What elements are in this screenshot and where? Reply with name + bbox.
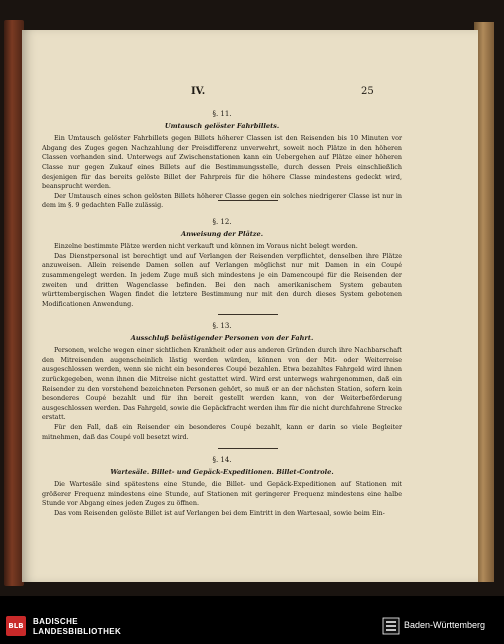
paragraph: Die Wartesäle sind spätestens eine Stunde, die Billet- und Gepäck-Expeditionen auf Stationen mit größerer Frequenz mindestens eine Stunde, auf Stationen mit geringerer Frequenz mindestens eine halbe Stunde vor Abgang eines jeden Zuges zu öffnen.: [42, 480, 402, 508]
library-name: [33, 617, 121, 637]
section-heading: Anweisung der Plätze.: [180, 229, 264, 238]
section-12: [42, 218, 402, 309]
paragraph: Das vom Reisenden gelöste Billet ist auf Verlangen bei dem Eintritt in den Wartesaal, sowie beim Ein-: [54, 508, 385, 517]
lions-coat-of-arms-icon[interactable]: [382, 617, 400, 635]
state-name: Baden-Württemberg: [404, 620, 486, 630]
section-14: [42, 456, 402, 519]
page-number: 25: [361, 86, 374, 97]
blb-logo-icon[interactable]: BLB: [6, 616, 26, 636]
section-13: [42, 322, 402, 442]
paragraph: Personen, welche wegen einer sichtlichen Krankheit oder aus anderen Gründen durch ihre Nachbarschaft den Mitreisenden augenscheinlich lästig werden würden, können von der Mit- oder Weiterreise ausgeschlossen werden, wenn sie nicht ein besonderes Coupé bezahlen. Etwa bezahltes Fahrgeld wird ihnen zurückgegeben, wenn ihnen die Mitreise nicht gestattet wird. Wird erst unterwegs wahrgenommen, daß ein Reisender zu den vorstehend bezeichneten Personen gehört, so muß er an der nächsten Station, sofern kein besonderes Coupé bezahlt und für ihn bereit gestellt werden kann, von der Weiterbeförderung ausgeschlossen werden. Das Fahrgeld, sowie die Gepäckfracht werden ihm für die nicht durchfahrene Strecke erstatt.: [42, 346, 402, 422]
section-divider: [218, 200, 278, 201]
section-number: §. 14.: [212, 456, 232, 464]
paragraph: Der Umtausch eines schon gelösten Billets höherer Classe gegen ein solches niedrigerer Classe ist nur in dem im §. 9 gedachten Falle zulässig.: [42, 191, 402, 210]
section-number: §. 12.: [212, 218, 232, 226]
book-cover-edge-left: [4, 20, 24, 586]
section-11: [42, 110, 402, 211]
section-number: §. 13.: [212, 322, 232, 330]
running-head: [0, 86, 478, 102]
paragraph: Ein Umtausch gelöster Fahrbillets gegen Billets höherer Classen ist den Reisenden bis 10 Minuten vor Abgang des Zuges gegen Nachzahlung der Preisdifferenz unverwehrt, soweit noch Plätze in den höheren Classen vorhanden sind. Unterwegs auf Zwischenstationen kann ein Uebergehen auf Plätze einer höheren Classe nur gegen Zukauf eines Billets auf die Bestimmungsstelle, durch dessen Preis einschließlich desjenigen für das bereits gelöste Billet der Fahrpreis für die höhere Classe mindestens gedeckt wird, beansprucht werden.: [42, 134, 402, 191]
library-name-line2: LANDESBIBLIOTHEK: [33, 627, 122, 636]
section-divider: [218, 448, 278, 449]
book-page: [22, 30, 478, 582]
section-number: §. 11.: [212, 110, 232, 118]
paragraph: Das Dienstpersonal ist berechtigt und auf Verlangen der Reisenden verpflichtet, denselben ihre Plätze anzuweisen. Allein reisende Damen sollen auf Verlangen möglichst nur mit Damen in ein Coupé zusammengelegt werden. In jedem Zuge muß sich mindestens je ein Damencoupé für die Reisenden der zweiten und dritten Wagenclasse befinden. Bei den nach amerikanischem System gebauten württembergischen Wagen findet die letztere Bestimmung nur mit den durch dieses System gebotenen Modificationen Anwendung.: [42, 251, 402, 308]
section-heading: Ausschluß belästigender Personen von der Fahrt.: [130, 333, 314, 342]
library-name-line1: BADISCHE: [33, 617, 78, 626]
chapter-number: IV.: [191, 86, 206, 97]
section-heading: Umtausch gelöster Fahrbillets.: [164, 121, 280, 130]
paragraph: Für den Fall, daß ein Reisender ein besonderes Coupé bezahlt, kann er darin so viele Begleiter mitnehmen, daß das Coupé voll besetzt wird.: [42, 422, 402, 441]
paragraph: Einzelne bestimmte Plätze werden nicht verkauft und können im Voraus nicht belegt werden.: [54, 242, 358, 251]
section-heading: Wartesäle. Billet- und Gepäck-Expeditionen. Billet-Controle.: [110, 467, 334, 476]
section-divider: [218, 314, 278, 315]
